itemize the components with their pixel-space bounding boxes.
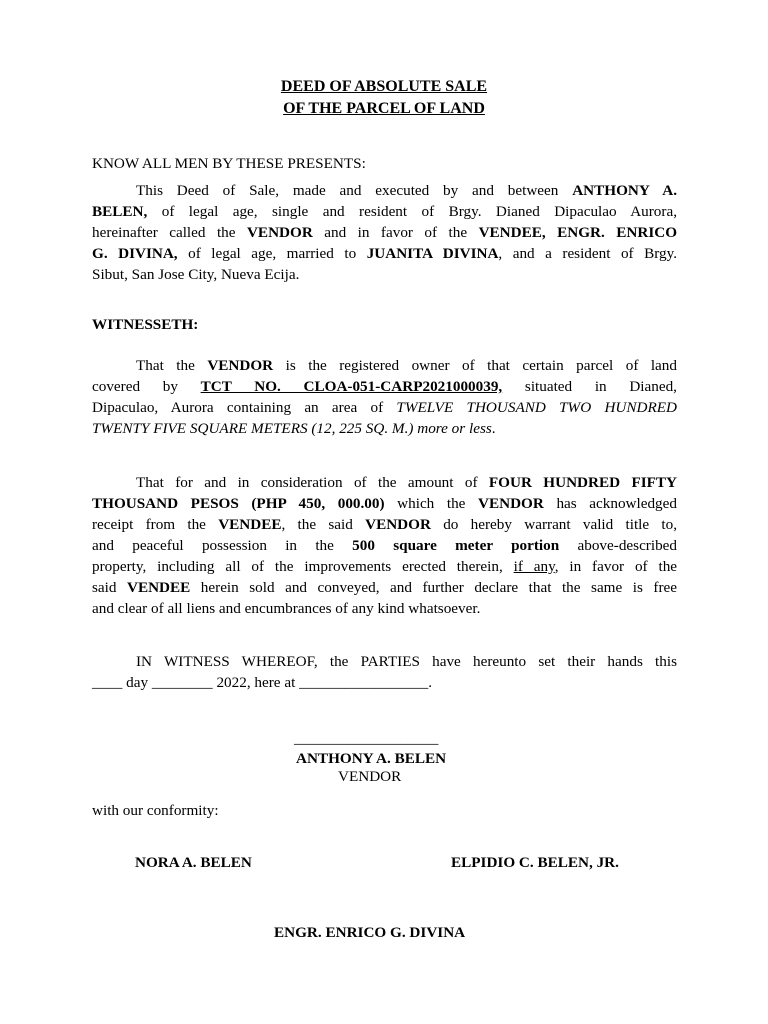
- para1-line-5: Sibut, San Jose City, Nueva Ecija.: [92, 266, 300, 283]
- vendor-name: ANTHONY A. BELEN: [296, 750, 447, 767]
- witness-right-name: ELPIDIO C. BELEN, JR.: [451, 854, 619, 871]
- para3-line-2: THOUSAND PESOS (PHP 450, 000.00) which the VENDOR has acknowledged: [92, 495, 677, 512]
- para3-line-4: and peaceful possession in the 500 square meter portion above-described: [92, 537, 678, 554]
- witnesseth-heading: WITNESSETH:: [92, 316, 199, 333]
- para3-line-5: property, including all of the improvements erected therein, if any, in favor of the: [92, 558, 678, 575]
- para2-line-3: Dipaculao, Aurora containing an area of TWELVE THOUSAND TWO HUNDRED: [92, 399, 677, 416]
- vendor-role: VENDOR: [338, 768, 402, 785]
- para3-line-1: That for and in consideration of the amount of FOUR HUNDRED FIFTY: [136, 474, 678, 491]
- para2-line-2: covered by TCT NO. CLOA-051-CARP2021000039, situated in Dianed,: [92, 378, 677, 395]
- para3-line-7: and clear of all liens and encumbrances of any kind whatsoever.: [92, 600, 481, 617]
- para1-line-4: G. DIVINA, of legal age, married to JUANITA DIVINA, and a resident of Brgy.: [92, 245, 678, 262]
- deed-title-line-2: OF THE PARCEL OF LAND: [283, 100, 485, 117]
- conformity-text: with our conformity:: [92, 802, 219, 819]
- para1-line-1: This Deed of Sale, made and executed by and between ANTHONY A.: [136, 182, 677, 199]
- para4-line-1: IN WITNESS WHEREOF, the PARTIES have hereunto set their hands this: [136, 653, 677, 670]
- para1-line-2: BELEN, of legal age, single and resident of Brgy. Dianed Dipaculao Aurora,: [92, 203, 678, 220]
- para3-line-3: receipt from the VENDEE, the said VENDOR do hereby warrant valid title to,: [92, 516, 678, 533]
- para1-line-3: hereinafter called the VENDOR and in favor of the VENDEE, ENGR. ENRICO: [92, 224, 678, 241]
- signature-line: ___________________: [294, 730, 439, 747]
- witness-bottom-name: ENGR. ENRICO G. DIVINA: [274, 924, 466, 941]
- deed-title-line-1: DEED OF ABSOLUTE SALE: [280, 78, 488, 95]
- intro-heading: KNOW ALL MEN BY THESE PRESENTS:: [92, 155, 366, 172]
- para2-line-4: TWENTY FIVE SQUARE METERS (12, 225 SQ. M.) more or less.: [92, 420, 496, 437]
- para4-line-2: ____ day ________ 2022, here at _________________.: [92, 674, 432, 691]
- para2-line-1: That the VENDOR is the registered owner of that certain parcel of land: [136, 357, 677, 374]
- para3-line-6: said VENDEE herein sold and conveyed, and further declare that the same is free: [92, 579, 677, 596]
- witness-left-name: NORA A. BELEN: [135, 854, 252, 871]
